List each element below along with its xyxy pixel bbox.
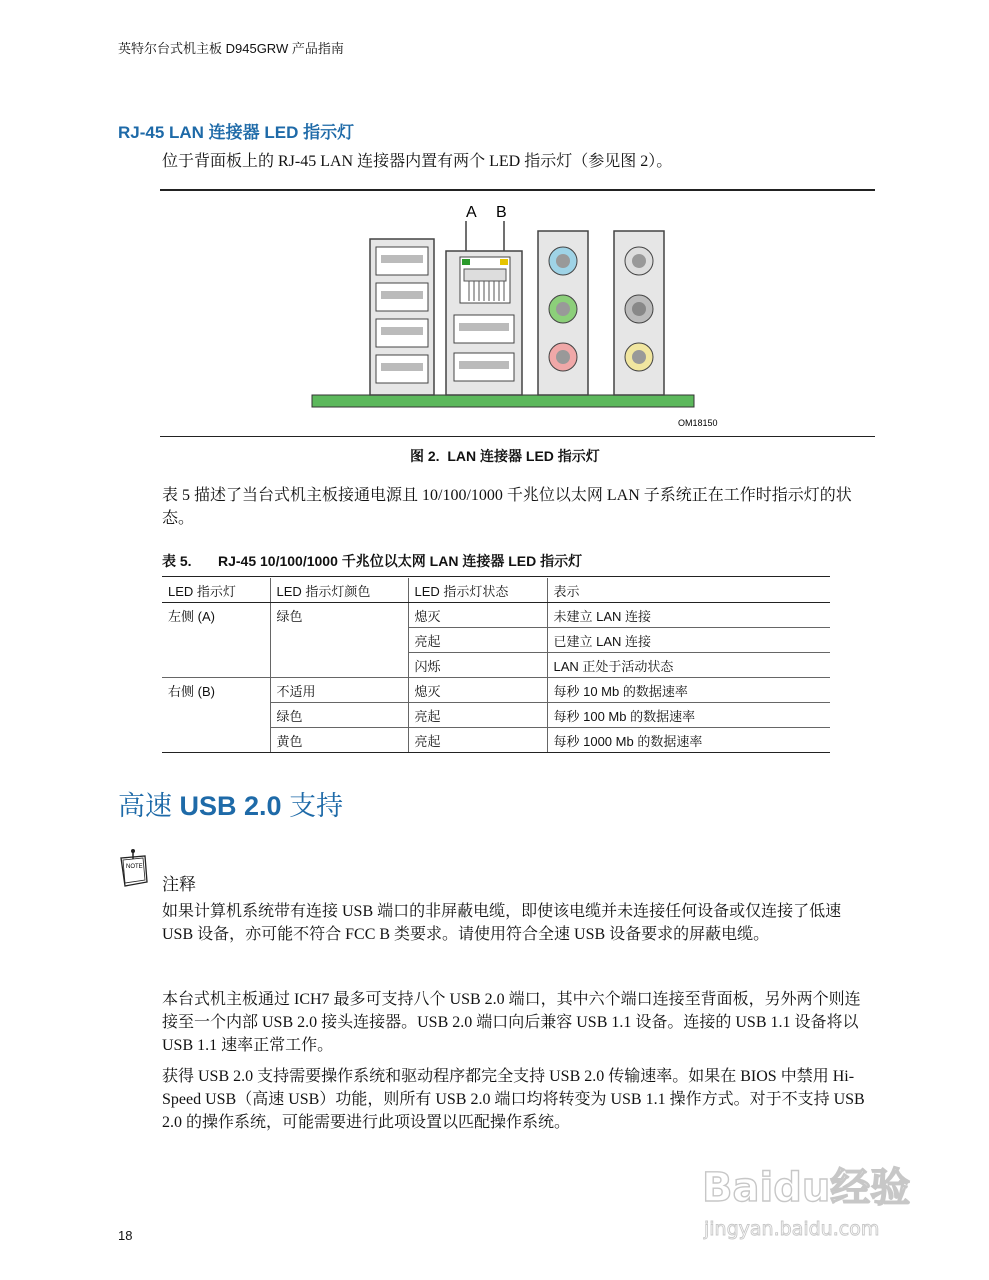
baidu-watermark <box>698 1143 938 1243</box>
table-header-cell: LED 指示灯状态 <box>408 578 547 603</box>
table-cell <box>162 728 270 753</box>
table-row <box>162 628 830 653</box>
table-cell: 左侧 (A) <box>168 608 215 624</box>
table-number: 表 5. <box>162 553 192 569</box>
lan-connector-figure <box>300 195 730 433</box>
table-cell: 每秒 10 Mb 的数据速率 <box>547 678 830 703</box>
table-cell: 绿色 <box>270 603 408 628</box>
table-header-row <box>162 578 830 603</box>
table-title <box>162 551 582 571</box>
running-header: 英特尔台式机主板 D945GRW 产品指南 <box>118 41 344 56</box>
usb-stack-four <box>370 239 434 395</box>
table-title-text: RJ-45 10/100/1000 千兆位以太网 LAN 连接器 LED 指示灯 <box>218 553 583 569</box>
audio-stack-right <box>614 231 664 395</box>
figure-bottom-rule <box>160 436 875 437</box>
usb-paragraph-1: 本台式机主板通过 ICH7 最多可支持八个 USB 2.0 端口，其中六个端口连接至背面板，另外两个则连接至一个内部 USB 2.0 接头连接器。USB 2.0 端口向后兼容 USB 1.1 设备。连接的 USB 1.1 设备将以 USB 1.1 速率正常工作。 <box>162 991 861 1054</box>
note-title: 注释 <box>162 875 196 894</box>
table-intro-text: 表 5 描述了当台式机主板接通电源且 10/100/1000 千兆位以太网 LAN 子系统正在工作时指示灯的状态。 <box>162 487 852 527</box>
audio-stack-left <box>538 231 588 395</box>
table-header-cell: 表示 <box>547 578 830 603</box>
figure-caption-number: 图 2. <box>410 448 440 464</box>
table-top-rule <box>162 576 830 577</box>
section-heading-rj45: RJ-45 LAN 连接器 LED 指示灯 <box>118 123 355 142</box>
watermark-url: jingyan.baidu.com <box>704 1218 880 1240</box>
usb-heading-prefix: 高速 <box>118 791 180 821</box>
usb-paragraph-2: 获得 USB 2.0 支持需要操作系统和驱动程序都完全支持 USB 2.0 传输速率。如果在 BIOS 中禁用 Hi-Speed USB（高速 USB）功能，则所有 USB 2.0 端口均将转变为 USB 1.1 操作方式。对于不支持 USB 2.0 的操作系统，可能需要进行此项设置以匹配操作系统。 <box>162 1068 865 1131</box>
led-status-table <box>162 578 830 753</box>
table-header-cell: LED 指示灯 <box>162 578 270 603</box>
usb-heading-suffix: 支持 <box>281 791 344 821</box>
table-cell: 右侧 (B) <box>168 683 215 699</box>
table-cell: 熄灭 <box>408 678 547 703</box>
note-body: 如果计算机系统带有连接 USB 端口的非屏蔽电缆，即使该电缆并未连接任何设备或仅连接了低速 USB 设备，亦可能不符合 FCC B 类要求。请使用符合全速 USB 设备要求的屏蔽电缆。 <box>162 903 842 943</box>
table-cell <box>270 653 408 678</box>
table-cell <box>162 703 270 728</box>
table-cell: 亮起 <box>408 628 547 653</box>
table-row <box>162 678 830 703</box>
table-row <box>162 603 830 628</box>
table-cell <box>162 628 270 653</box>
table-cell: 不适用 <box>270 678 408 703</box>
table-cell <box>270 628 408 653</box>
figure-top-rule <box>160 189 875 191</box>
section-heading-usb <box>118 784 343 823</box>
led-b-yellow <box>500 259 508 265</box>
table-row <box>162 703 830 728</box>
table-cell <box>162 653 270 678</box>
label-a: A <box>466 204 477 221</box>
rj45-intro-text: 位于背面板上的 RJ-45 LAN 连接器内置有两个 LED 指示灯（参见图 2）。 <box>162 153 673 170</box>
note-icon-text: NOTE <box>126 864 143 870</box>
table-cell: 亮起 <box>408 703 547 728</box>
table-cell: LAN 正处于活动状态 <box>547 653 830 678</box>
table-header-cell: LED 指示灯颜色 <box>270 578 408 603</box>
table-cell: 闪烁 <box>408 653 547 678</box>
table-cell: 已建立 LAN 连接 <box>547 628 830 653</box>
lan-usb-stack <box>446 251 522 395</box>
table-cell: 绿色 <box>270 703 408 728</box>
table-cell: 黄色 <box>270 728 408 753</box>
led-a-green <box>462 259 470 265</box>
table-cell: 熄灭 <box>408 603 547 628</box>
note-icon <box>115 848 151 890</box>
table-cell: 未建立 LAN 连接 <box>547 603 830 628</box>
table-row <box>162 728 830 753</box>
label-b: B <box>496 204 507 221</box>
table-row <box>162 653 830 678</box>
watermark-brand: Baidu经验 <box>702 1165 911 1211</box>
motherboard-edge <box>312 395 694 407</box>
table-cell: 亮起 <box>408 728 547 753</box>
table-cell: 每秒 1000 Mb 的数据速率 <box>547 728 830 753</box>
page-number: 18 <box>118 1228 133 1243</box>
figure-code: OM18150 <box>678 418 718 428</box>
usb-heading-bold: USB 2.0 <box>179 791 282 821</box>
figure-caption-text: LAN 连接器 LED 指示灯 <box>447 448 600 464</box>
table-cell: 每秒 100 Mb 的数据速率 <box>547 703 830 728</box>
figure-caption <box>410 446 600 466</box>
